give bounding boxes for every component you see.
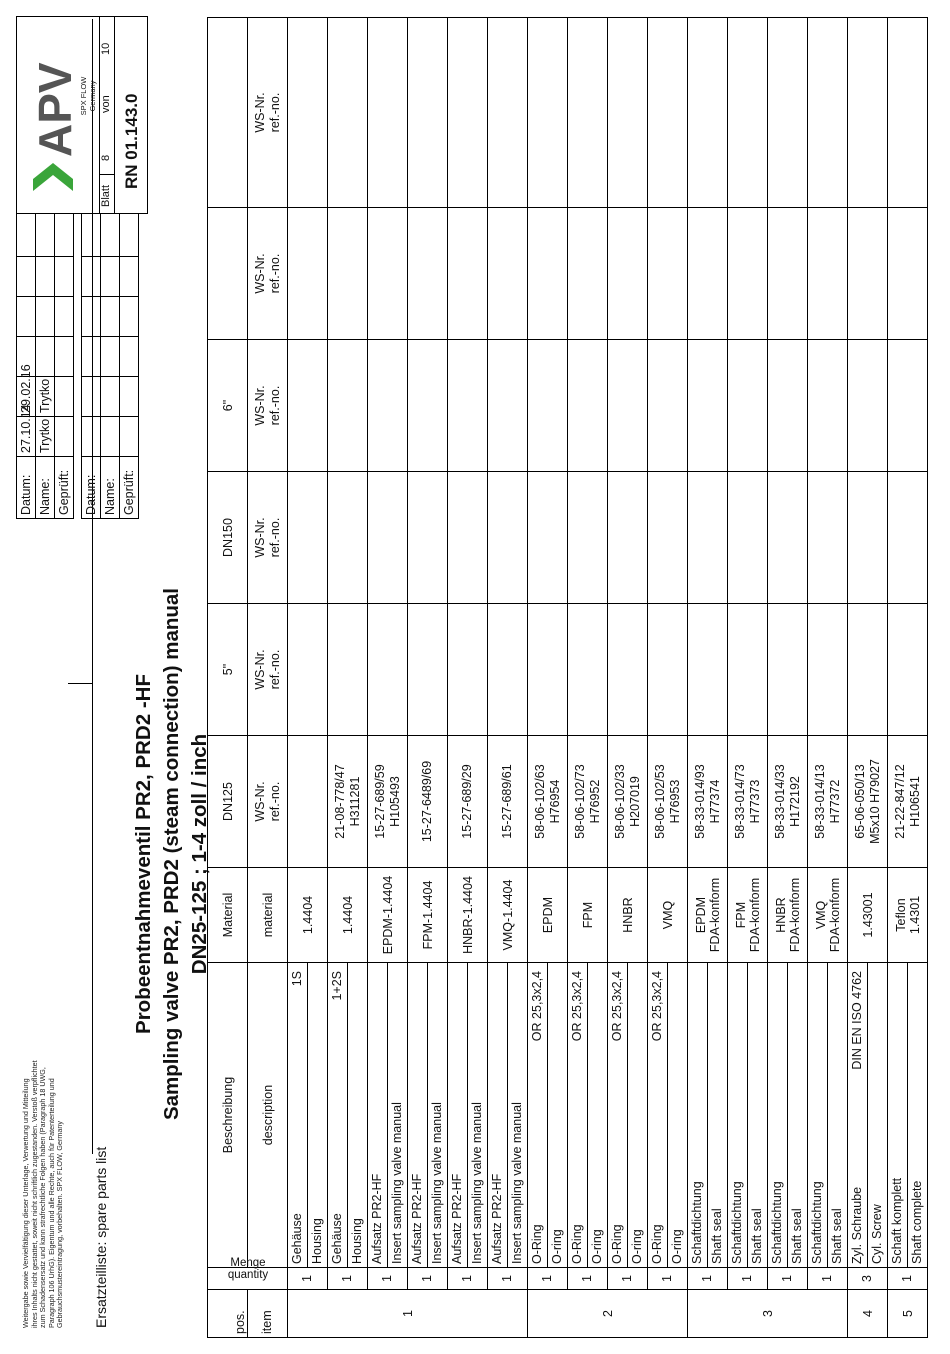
ref-number-empty — [368, 208, 408, 340]
table-row — [768, 18, 808, 1338]
ref-number-empty — [728, 604, 768, 736]
description-german: O-Ring OR 25,3x2,4 — [528, 963, 547, 1267]
ws-header: WS-Nr. ref.-no. — [248, 340, 288, 472]
description-german: Aufsatz PR2-HF — [450, 1173, 464, 1264]
ref-number-empty — [608, 604, 648, 736]
ref-number-empty — [408, 340, 448, 472]
ref-number-dn125: 15-27-689/59 H105493 — [368, 736, 408, 868]
description-english: Insert sampling valve manual — [467, 963, 487, 1267]
ws-header: WS-Nr. ref.-no. — [248, 472, 288, 604]
description-english: Shaft seal — [787, 963, 807, 1267]
ref-number-empty — [808, 604, 848, 736]
ref-number-dn125: 15-27-689/61 — [488, 736, 528, 868]
description-english: Insert sampling valve manual — [427, 963, 447, 1267]
ref-number-empty — [888, 604, 928, 736]
notice-line: ihres Inhalts nicht gestattet, soweit nicht schriftlich zugestanden. Verstoß verpflichtet — [29, 1060, 39, 1328]
quantity-cell: 1 — [488, 1268, 528, 1290]
material-cell: VMQ — [648, 868, 688, 963]
ref-number-empty — [488, 208, 528, 340]
ref-number-empty — [768, 604, 808, 736]
description-cell — [768, 963, 808, 1268]
ref-number-dn125: 58-06-102/73 H76952 — [568, 736, 608, 868]
ref-number-empty — [728, 18, 768, 208]
description-german: Schaftdichtung — [810, 1181, 824, 1264]
description-german: Gehäuse 1S — [288, 963, 307, 1267]
part-spec: OR 25,3x2,4 — [610, 971, 624, 1042]
ref-number-dn125: 65-06-050/13 M5x10 H79027 — [848, 736, 888, 868]
name-label: Name: — [101, 457, 120, 519]
material-cell: VMQ FDA-konform — [808, 868, 848, 963]
ref-number-dn125: 15-27-689/29 — [448, 736, 488, 868]
ref-number-empty — [448, 208, 488, 340]
ref-number-empty — [328, 208, 368, 340]
item-number: 5 — [888, 1290, 928, 1338]
part-spec: DIN EN ISO 4762 — [850, 971, 864, 1070]
rev-name: Trytko — [36, 417, 55, 457]
description-cell — [688, 963, 728, 1268]
description-english: Housing — [307, 963, 327, 1267]
description-english: Shaft seal — [707, 963, 727, 1267]
header-row-2 — [248, 18, 288, 1338]
table-row — [448, 18, 488, 1338]
ref-number-dn125: 15-27-6489/69 — [408, 736, 448, 868]
material-header: Material — [208, 868, 248, 963]
table-row — [528, 18, 568, 1338]
ref-number-empty — [448, 18, 488, 208]
material-cell: 1.43001 — [848, 868, 888, 963]
description-english: Shaft seal — [747, 963, 767, 1267]
item-number: 1 — [288, 1290, 528, 1338]
material-cell: 1.4404 — [288, 868, 328, 963]
ref-number-empty — [648, 18, 688, 208]
description-english: O-ring — [667, 963, 687, 1267]
ref-number-dn125: 21-22-847/12 H106541 — [888, 736, 928, 868]
ref-number-empty — [768, 18, 808, 208]
ref-number-dn125: 58-06-102/53 H76953 — [648, 736, 688, 868]
part-spec: 1S — [290, 971, 304, 987]
description-english: O-ring — [627, 963, 647, 1267]
ref-number-empty — [648, 604, 688, 736]
ref-number-empty — [888, 208, 928, 340]
item-number: 3 — [688, 1290, 848, 1338]
ref-number-empty — [448, 604, 488, 736]
ref-number-empty — [888, 472, 928, 604]
ref-number-empty — [408, 18, 448, 208]
quantity-cell: 1 — [368, 1268, 408, 1290]
quantity-cell: 1 — [768, 1268, 808, 1290]
ref-number-empty — [808, 18, 848, 208]
part-spec: OR 25,3x2,4 — [650, 971, 664, 1042]
table-row — [568, 18, 608, 1338]
description-english: O-ring — [547, 963, 567, 1267]
ref-number-empty — [568, 18, 608, 208]
sheet-title: Ersatzteilliste: spare parts list — [93, 1146, 109, 1328]
header-row-1 — [208, 18, 248, 1338]
ref-number-empty — [288, 18, 328, 208]
ws-header: WS-Nr. ref.-no. — [248, 736, 288, 868]
size-header-dn125: DN125 — [208, 736, 248, 868]
apv-chevron-icon — [33, 163, 73, 191]
quantity-cell: 3 — [848, 1268, 888, 1290]
ref-number-empty — [528, 472, 568, 604]
table-row — [488, 18, 528, 1338]
ref-number-empty — [648, 340, 688, 472]
quantity-cell: 1 — [688, 1268, 728, 1290]
copyright-notice — [22, 1060, 65, 1328]
description-cell — [288, 963, 328, 1268]
quantity-cell: 1 — [728, 1268, 768, 1290]
ref-number-empty — [328, 472, 368, 604]
material-cell: HNBR FDA-konform — [768, 868, 808, 963]
ref-number-empty — [448, 472, 488, 604]
ref-number-empty — [688, 604, 728, 736]
apv-logo — [25, 33, 85, 193]
table-row — [328, 18, 368, 1338]
description-cell — [648, 963, 688, 1268]
description-cell — [808, 963, 848, 1268]
rev-name: Trytko — [36, 377, 55, 417]
ref-number-empty — [368, 604, 408, 736]
material-cell: FPM-1.4404 — [408, 868, 448, 963]
ref-number-empty — [728, 472, 768, 604]
size-header-dn150: DN150 — [208, 472, 248, 604]
description-cell — [368, 963, 408, 1268]
description-cell — [888, 963, 928, 1268]
gepruft-label: Geprüft: — [55, 457, 74, 519]
material-cell: EPDM FDA-konform — [688, 868, 728, 963]
material-cell: FPM — [568, 868, 608, 963]
ref-number-empty — [848, 208, 888, 340]
part-spec: OR 25,3x2,4 — [530, 971, 544, 1042]
rev-date: 29.02.16 — [17, 377, 36, 417]
description-header: description — [248, 963, 288, 1268]
description-cell — [528, 963, 568, 1268]
ws-header: WS-Nr. ref.-no. — [248, 208, 288, 340]
ref-number-empty — [528, 18, 568, 208]
material-cell: HNBR — [608, 868, 648, 963]
description-german: Schaftdichtung — [770, 1181, 784, 1264]
ref-number-empty — [528, 208, 568, 340]
table-row — [688, 18, 728, 1338]
description-german: O-Ring OR 25,3x2,4 — [608, 963, 627, 1267]
description-german: Zyl. Schraube DIN EN ISO 4762 — [848, 963, 867, 1267]
description-german: Aufsatz PR2-HF — [490, 1173, 504, 1264]
part-spec: OR 25,3x2,4 — [570, 971, 584, 1042]
pos-header: pos. — [208, 1290, 248, 1338]
ref-number-empty — [888, 340, 928, 472]
description-german: Schaftdichtung — [730, 1181, 744, 1264]
ref-number-empty — [768, 208, 808, 340]
size-header-empty — [208, 18, 248, 208]
ref-number-empty — [688, 340, 728, 472]
description-cell — [568, 963, 608, 1268]
ref-number-empty — [408, 472, 448, 604]
material-cell: EPDM — [528, 868, 568, 963]
ref-number-dn125: 58-06-102/63 H76954 — [528, 736, 568, 868]
datum-label: Datum: — [82, 457, 101, 519]
ref-number-empty — [848, 18, 888, 208]
description-cell — [448, 963, 488, 1268]
ref-number-empty — [688, 472, 728, 604]
size-header-empty — [208, 208, 248, 340]
table-row — [888, 18, 928, 1338]
ref-number-dn125: 58-33-014/93 H77374 — [688, 736, 728, 868]
notice-line: Gebrauchsmustereintragung, vorbehalten. SPX FLOW, Germany — [55, 1121, 65, 1328]
ref-number-empty — [488, 340, 528, 472]
description-cell — [608, 963, 648, 1268]
ref-number-empty — [288, 604, 328, 736]
revision-block — [16, 213, 139, 519]
ref-number-empty — [408, 604, 448, 736]
brand-block — [16, 16, 148, 214]
von-label: von — [100, 95, 112, 113]
description-english: Cyl. Screw — [867, 963, 887, 1267]
table-row — [808, 18, 848, 1338]
ref-number-empty — [568, 604, 608, 736]
quantity-cell: 1 — [288, 1268, 328, 1290]
description-german: Aufsatz PR2-HF — [410, 1173, 424, 1264]
rev-date: 27.10.14 — [17, 417, 36, 457]
material-cell: HNBR-1.4404 — [448, 868, 488, 963]
ref-number-empty — [288, 340, 328, 472]
ref-number-empty — [328, 604, 368, 736]
ref-number-empty — [688, 208, 728, 340]
quantity-cell: 1 — [328, 1268, 368, 1290]
table-row — [608, 18, 648, 1338]
parts-table — [207, 17, 928, 1338]
ref-number-empty — [768, 472, 808, 604]
ref-number-dn125: 21-08-778/47 H311281 — [328, 736, 368, 868]
material-cell: FPM FDA-konform — [728, 868, 768, 963]
ref-number-empty — [408, 208, 448, 340]
ref-number-empty — [848, 340, 888, 472]
item-header: item — [248, 1290, 288, 1338]
description-cell — [328, 963, 368, 1268]
ref-number-dn125: 58-06-102/33 H207019 — [608, 736, 648, 868]
apv-logo-text: APV — [29, 62, 81, 157]
material-cell: 1.4404 — [328, 868, 368, 963]
size-header-6in: 6" — [208, 340, 248, 472]
von-number: 10 — [100, 42, 112, 55]
ref-number-empty — [528, 340, 568, 472]
size-header-5in: 5" — [208, 604, 248, 736]
description-english: O-ring — [587, 963, 607, 1267]
ref-number-empty — [608, 208, 648, 340]
ref-number-empty — [728, 340, 768, 472]
quantity-cell: 1 — [568, 1268, 608, 1290]
ref-number-empty — [448, 340, 488, 472]
ref-number-empty — [488, 472, 528, 604]
description-german: Gehäuse 1+2S — [328, 963, 347, 1267]
quantity-header: Menge quantity — [227, 1256, 268, 1281]
ref-number-empty — [488, 604, 528, 736]
quantity-cell: 1 — [888, 1268, 928, 1290]
ref-number-empty — [288, 472, 328, 604]
parts-body — [288, 18, 928, 1338]
ref-number-empty — [568, 472, 608, 604]
material-cell: EPDM-1.4404 — [368, 868, 408, 963]
ref-number-empty — [328, 18, 368, 208]
description-german: O-Ring OR 25,3x2,4 — [648, 963, 667, 1267]
notice-line: Weitergabe sowie Vervielfältigung dieser Unterlage, Verwertung und Mitteilung — [21, 1078, 30, 1328]
material-cell: Teflon 1.4301 — [888, 868, 928, 963]
ref-number-empty — [848, 472, 888, 604]
ref-number-empty — [608, 340, 648, 472]
ref-number-dn125: 58-33-014/33 H172192 — [768, 736, 808, 868]
ws-header: WS-Nr. ref.-no. — [248, 604, 288, 736]
ref-number-empty — [688, 18, 728, 208]
ref-number-empty — [608, 18, 648, 208]
ref-number-empty — [528, 604, 568, 736]
table-row — [408, 18, 448, 1338]
description-english: Insert sampling valve manual — [507, 963, 527, 1267]
ref-number-empty — [488, 18, 528, 208]
beschreibung-header: Beschreibung — [208, 963, 248, 1268]
description-cell — [848, 963, 888, 1268]
description-english: Shaft seal — [827, 963, 847, 1267]
blatt-number: 8 — [100, 154, 112, 161]
notice-line: zum Schadensersatz und kann strafrechtliche Folgen haben (Paragraph 18 UWG, — [38, 1067, 48, 1328]
brand-subtitle — [79, 71, 97, 121]
material-cell: VMQ-1.4404 — [488, 868, 528, 963]
ref-number-empty — [328, 340, 368, 472]
ref-number-empty — [728, 208, 768, 340]
ref-number-empty — [808, 340, 848, 472]
description-english: Insert sampling valve manual — [387, 963, 407, 1267]
quantity-cell: 1 — [528, 1268, 568, 1290]
table-row — [368, 18, 408, 1338]
ref-number-dn125: 58-33-014/13 H77372 — [808, 736, 848, 868]
ref-number-empty — [768, 340, 808, 472]
header-divider — [68, 683, 92, 684]
table-row — [728, 18, 768, 1338]
ref-number-empty — [568, 208, 608, 340]
table-row — [848, 18, 888, 1338]
quantity-cell: 1 — [808, 1268, 848, 1290]
ref-number-dn125 — [288, 736, 328, 868]
quantity-cell: 1 — [408, 1268, 448, 1290]
ref-number-empty — [288, 208, 328, 340]
description-german: Schaft komplett — [890, 1177, 904, 1264]
ref-number-empty — [368, 18, 408, 208]
quantity-cell: 1 — [648, 1268, 688, 1290]
table-row — [288, 18, 328, 1338]
quantity-cell: 1 — [608, 1268, 648, 1290]
ref-number-empty — [648, 472, 688, 604]
part-spec: 1+2S — [330, 971, 344, 1001]
item-number: 4 — [848, 1290, 888, 1338]
description-cell — [408, 963, 448, 1268]
notice-line: Paragraph 106 UrhG). Eigentum und alle Rechte, auch für Patenterteilung und — [46, 1078, 56, 1328]
table-row — [648, 18, 688, 1338]
ref-number-empty — [368, 472, 408, 604]
description-german: O-Ring OR 25,3x2,4 — [568, 963, 587, 1267]
quantity-cell: 1 — [448, 1268, 488, 1290]
title-size-range: DN25-125 ; 1-4 zoll / inch — [188, 733, 211, 975]
brand-sub1: SPX FLOW — [79, 76, 88, 116]
ref-number-empty — [368, 340, 408, 472]
ref-number-empty — [848, 604, 888, 736]
ref-number-empty — [808, 472, 848, 604]
material-header-en: material — [248, 868, 288, 963]
ref-number-empty — [648, 208, 688, 340]
ref-number-empty — [608, 472, 648, 604]
description-cell — [488, 963, 528, 1268]
gepruft-label: Geprüft: — [120, 457, 139, 519]
ref-number-dn125: 58-33-014/73 H77373 — [728, 736, 768, 868]
ref-number-empty — [808, 208, 848, 340]
title-german: Probeentnahmeventil PR2, PRD2 -HF — [132, 674, 155, 1034]
brand-sub2: Germany — [88, 80, 97, 112]
description-english: Shaft complete — [907, 963, 927, 1267]
description-german: Aufsatz PR2-HF — [370, 1173, 384, 1264]
title-english: Sampling valve PR2, PRD2 (steam connection) manual — [160, 588, 183, 1121]
ws-header: WS-Nr. ref.-no. — [248, 18, 288, 208]
datum-label: Datum: — [17, 457, 36, 519]
ref-number-empty — [568, 340, 608, 472]
description-english: Housing — [347, 963, 367, 1267]
item-number: 2 — [528, 1290, 688, 1338]
document-number: RN 01.143.0 — [122, 93, 141, 189]
description-german: Schaftdichtung — [690, 1181, 704, 1264]
blatt-label: Blatt — [100, 184, 112, 207]
description-cell — [728, 963, 768, 1268]
ref-number-empty — [888, 18, 928, 208]
name-label: Name: — [36, 457, 55, 519]
